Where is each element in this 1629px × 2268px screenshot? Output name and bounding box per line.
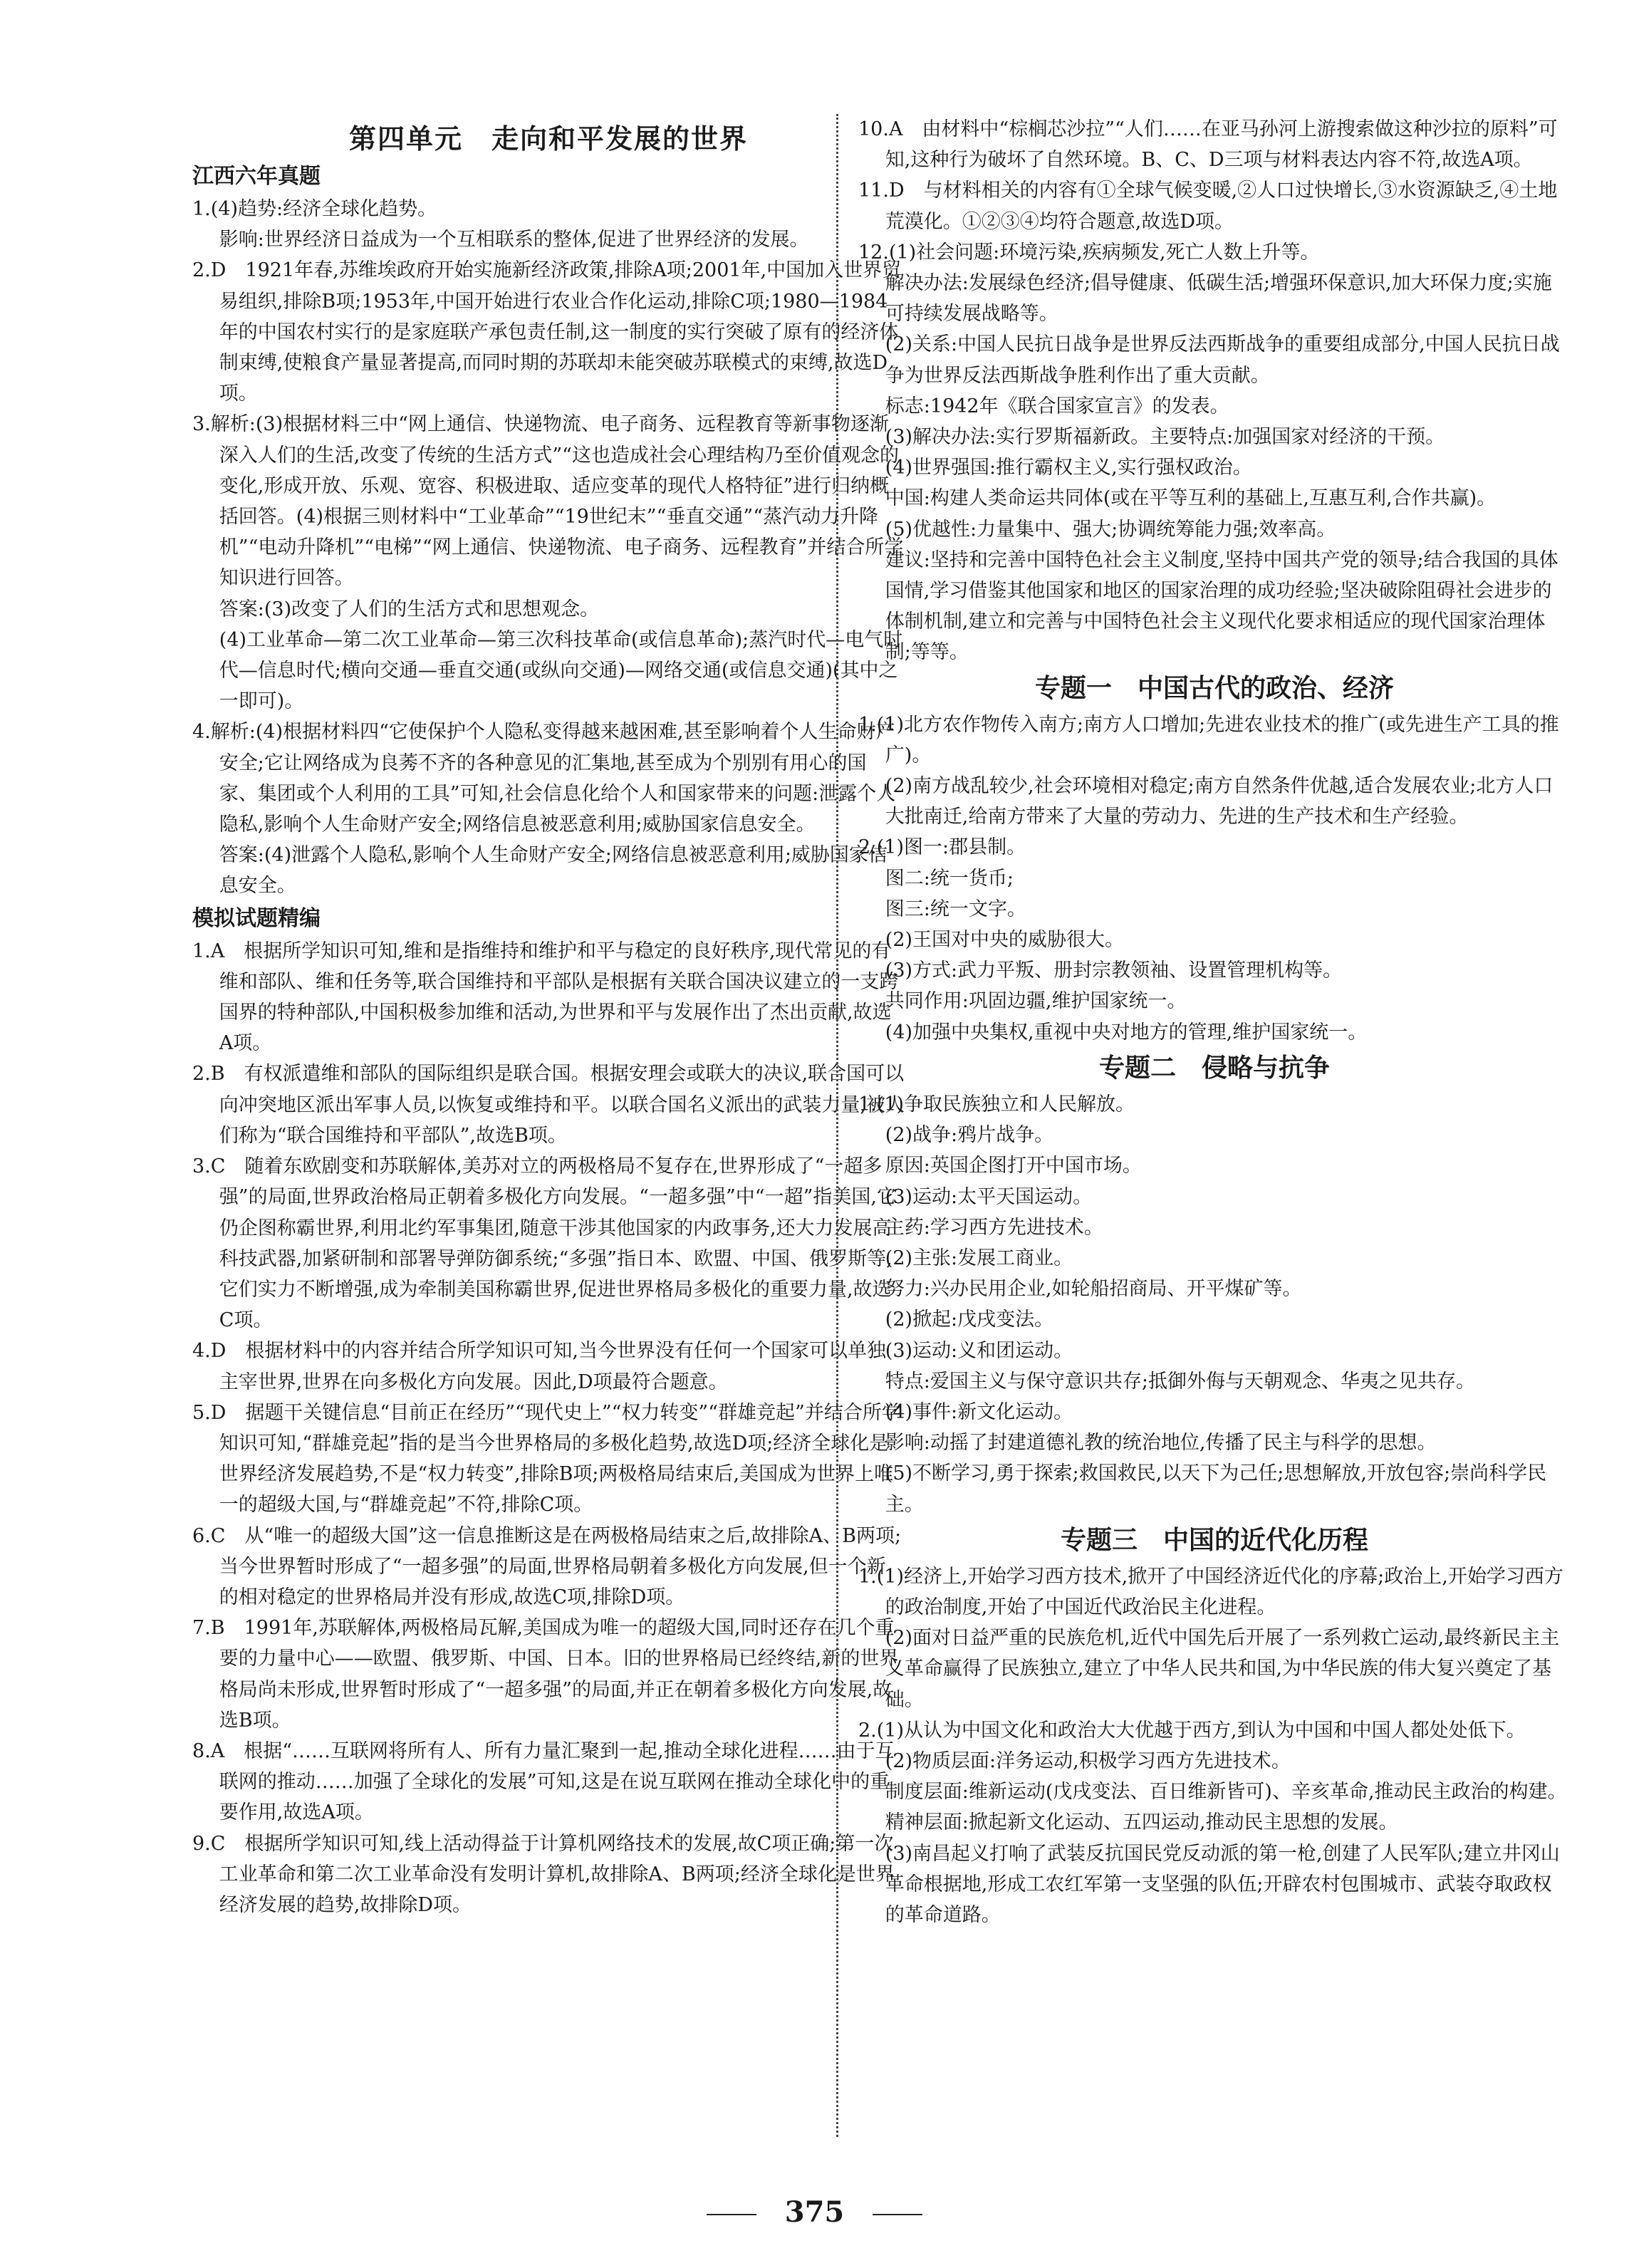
- answer-subline: 答案:(3)改变了人们的生活方式和思想观念。: [219, 598, 600, 620]
- answer-subline: (5)不断学习,勇于探索;救国救民,以天下为己任;思想解放,开放包容;崇尚科学民主。: [885, 1462, 1547, 1516]
- answer-item: 2.(1)图一:郡县制。: [858, 836, 1026, 859]
- answer-item: 8.A 根据“……互联网将所有人、所有力量汇聚到一起,推动全球化进程……由于互联网的推动……加强了全球化的发展”可知,这是在说互联网在推动全球化中的重要作用,故选A项。: [192, 1739, 895, 1824]
- answer-subline: 标志:1942年《联合国家宣言》的发表。: [885, 395, 1229, 417]
- answer-item: 2.(1)从认为中国文化和政治大大优越于西方,到认为中国和中国人都处处低下。: [858, 1719, 1526, 1742]
- answer-item: 1.A 根据所学知识可知,维和是指维持和维护和平与稳定的良好秩序,现代常见的有维和部队、维和任务等,联合国维持和平部队是根据有关联合国决议建立的一支跨国界的特种部队,中国积极参加维和活动,为世界和平与发展作出了杰出贡献,故选A项。: [192, 940, 899, 1055]
- left-column: [192, 114, 905, 1920]
- answer-subline: 主药:学习西方先进技术。: [885, 1216, 1103, 1239]
- answer-item: 2.B 有权派遣维和部队的国际组织是联合国。根据安理会或联大的决议,联合国可以向冲突地区派出军事人员,以恢复或维持和平。以联合国名义派出的武装力量,被人们称为“联合国维持和平部队”,故选B项。: [192, 1063, 905, 1147]
- answer-subline: (3)解决办法:实行罗斯福新政。主要特点:加强国家对经济的干预。: [885, 426, 1445, 449]
- answer-item: 10.A 由材料中“棕榈芯沙拉”“人们……在亚马孙河上游搜索做这种沙拉的原料”可知,这种行为破坏了自然环境。B、C、D三项与材料表达内容不符,故选A项。: [858, 118, 1558, 172]
- answer-subline: (4)世界强国:推行霸权主义,实行强权政治。: [885, 457, 1252, 479]
- answer-subline: (3)运动:太平天国运动。: [885, 1185, 1093, 1208]
- answer-item: 2.D 1921年春,苏维埃政府开始实施新经济政策,排除A项;2001年,中国加入世界贸易组织,排除B项;1953年,中国开始进行农业合作化运动,排除C项;1980—1984年的中国农村实行的是家庭联产承包责任制,这一制度的实行突破了原有的经济体制束缚,使粮食产量显著提高,而同时期的苏联却未能突破苏联模式的束缚,故选D项。: [192, 259, 902, 405]
- answer-item: 4.解析:(4)根据材料四“它使保护个人隐私变得越来越困难,甚至影响着个人生命财产安全;它让网络成为良莠不齐的各种意见的汇集地,甚至成为个别别有用心的国家、集团或个人利用的工具”可知,社会信息化给个人和国家带来的问题:泄露个人隐私,影响个人生命财产安全;网络信息被恶意利用;威胁国家信息安全。: [192, 721, 896, 836]
- answer-item: 1.(4)趋势:经济全球化趋势。: [192, 198, 437, 220]
- answer-item: 1.(1)争取民族独立和人民解放。: [858, 1093, 1135, 1115]
- answer-subline: (3)南昌起义打响了武装反抗国民党反动派的第一枪,创建了人民军队;建立井冈山革命根据地,形成工农红军第一支坚强的队伍;开辟农村包围城市、武装夺取政权的革命道路。: [885, 1842, 1560, 1926]
- page-number: 375: [784, 2195, 845, 2229]
- answer-subline: 共同作用:巩固边疆,维护国家统一。: [885, 990, 1187, 1013]
- answer-item: 1.(1)北方农作物传入南方;南方人口增加;先进农业技术的推广(或先进生产工具的推广)。: [858, 713, 1559, 766]
- footer-dash-right: [873, 2214, 922, 2215]
- answer-item: 5.D 据题干关键信息“目前正在经历”“现代史上”“权力转变”“群雄竞起”并结合所学知识可知,“群雄竞起”指的是当今世界格局的多极化趋势,故选D项;经济全球化是世界经济发展趋势,不是“权力转变”,排除B项;两极格局结束后,美国成为世界上唯一的超级大国,与“群雄竞起”不符,排除C项。: [192, 1401, 901, 1517]
- answer-subline: (2)战争:鸦片战争。: [885, 1124, 1054, 1147]
- answer-subline: 努力:兴办民用企业,如轮船招商局、开平煤矿等。: [885, 1278, 1302, 1301]
- answer-subline: (4)加强中央集权,重视中央对地方的管理,维护国家统一。: [885, 1021, 1368, 1044]
- unit-title: 第四单元 走向和平发展的世界: [348, 123, 748, 155]
- answer-item: 9.C 根据所学知识可知,线上活动得益于计算机网络技术的发展,故C项正确;第一次工业革命和第二次工业革命没有发明计算机,故排除A、B两项;经济全球化是世界经济发展的趋势,故排除D项。: [192, 1832, 895, 1916]
- answer-subline: (2)南方战乱较少,社会环境相对稳定;南方自然条件优越,适合发展农业;北方人口大批南迁,给南方带来了大量的劳动力、先进的生产技术和生产经验。: [885, 775, 1553, 828]
- footer-dash-left: [707, 2214, 756, 2215]
- answer-subline: 制度层面:维新运动(戊戌变法、百日维新皆可)、辛亥革命,推动民主政治的构建。: [885, 1781, 1567, 1804]
- answer-subline: 图三:统一文字。: [885, 898, 1026, 920]
- answer-subline: 图二:统一货币;: [885, 867, 1014, 890]
- answer-subline: 答案:(4)泄露个人隐私,影响个人生命财产安全;网络信息被恶意利用;威胁国家信息安全。: [219, 844, 888, 898]
- answer-subline: 影响:世界经济日益成为一个互相联系的整体,促进了世界经济的发展。: [219, 229, 809, 251]
- topic-title: 专题一 中国古代的政治、经济: [1034, 673, 1394, 703]
- answer-subline: 原因:英国企图打开中国市场。: [885, 1155, 1142, 1177]
- answer-subline: (5)优越性:力量集中、强大;协调统筹能力强;效率高。: [885, 518, 1336, 541]
- answer-subline: 中国:构建人类命运共同体(或在平等互利的基础上,互惠互利,合作共赢)。: [885, 487, 1497, 510]
- answer-item: 7.B 1991年,苏联解体,两极格局瓦解,美国成为唯一的超级大国,同时还存在几个重要的力量中心——欧盟、俄罗斯、中国、日本。旧的世界格局已经终结,新的世界格局尚未形成,世界暂时形成了“一超多强”的局面,并正在朝着多极化方向发展,故选B项。: [192, 1617, 899, 1732]
- answer-item: 3.解析:(3)根据材料三中“网上通信、快递物流、电子商务、远程教育等新事物逐渐深入人们的生活,改变了传统的生活方式”“这也造成社会心理结构乃至价值观念的变化,形成开放、乐观、宽容、积极进取、适应变革的现代人格特征”进行归纳概括回答。(4)根据三则材料中“工业革命”“19世纪末”“垂直交通”“蒸汽动力升降机”“电动升降机”“电梯”“网上通信、快递物流、电子商务、远程教育”并结合所学知识进行回答。: [192, 413, 904, 590]
- answer-subline: (2)王国对中央的威胁很大。: [885, 929, 1125, 952]
- answer-subline: (4)工业革命—第二次工业革命—第三次科技革命(或信息革命);蒸汽时代—电气时代—信息时代;横向交通—垂直交通(或纵向交通)—网络交通(或信息交通)(其中之一即可)。: [219, 628, 903, 713]
- answer-item: 1.(1)经济上,开始学习西方技术,掀开了中国经济近代化的序幕;政治上,开始学习西方的政治制度,开始了中国近代政治民主化进程。: [858, 1565, 1563, 1618]
- answer-subline: (4)事件:新文化运动。: [885, 1400, 1073, 1423]
- topic-title: 专题二 侵略与抗争: [1098, 1053, 1330, 1083]
- answer-item: 6.C 从“唯一的超级大国”这一信息推断这是在两极格局结束之后,故排除A、B两项;当今世界暂时形成了“一超多强”的局面,世界格局朝着多极化方向发展,但一个新的相对稳定的世界格局并没有形成,故选C项,排除D项。: [192, 1524, 902, 1608]
- answer-subline: (2)掀起:戊戌变法。: [885, 1309, 1054, 1331]
- right-column: [858, 114, 1571, 1930]
- answer-item: 11.D 与材料相关的内容有①全球气候变暖,②人口过快增长,③水资源缺乏,④土地荒漠化。①②③④均符合题意,故选D项。: [858, 180, 1558, 233]
- answer-item: 4.D 根据材料中的内容并结合所学知识可知,当今世界没有任何一个国家可以单独主宰世界,世界在向多极化方向发展。因此,D项最符合题意。: [192, 1340, 886, 1393]
- answer-item: 3.C 随着东欧剧变和苏联解体,美苏对立的两极格局不复存在,世界形成了“一超多强”的局面,世界政治格局正朝着多极化方向发展。“一超多强”中“一超”指美国,它仍企图称霸世界,利用北约军事集团,随意干涉其他国家的内政事务,还大力发展高科技武器,加紧研制和部署导弹防御系统;“多强”指日本、欧盟、中国、俄罗斯等,它们实力不断增强,成为牵制美国称霸世界,促进世界格局多极化的重要力量,故选C项。: [192, 1155, 896, 1332]
- answer-subline: (3)运动:义和团运动。: [885, 1339, 1073, 1362]
- answer-subline: (2)主张:发展工商业。: [885, 1247, 1073, 1269]
- answer-subline: (2)面对日益严重的民族危机,近代中国先后开展了一系列救亡运动,最终新民主主义革命赢得了民族独立,建立了中华人民共和国,为中华民族的伟大复兴奠定了基础。: [885, 1627, 1560, 1711]
- topic-title: 专题三 中国的近代化历程: [1060, 1525, 1368, 1555]
- answer-subline: 特点:爱国主义与保守意识共存;抵御外侮与天朝观念、华夷之见共存。: [885, 1370, 1475, 1393]
- section-title: 模拟试题精编: [192, 905, 321, 931]
- answer-subline: 建议:坚持和完善中国特色社会主义制度,坚持中国共产党的领导;结合我国的具体国情,学习借鉴其他国家和地区的国家治理的成功经验;坚决破除阻碍社会进步的体制机制,建立和完善与中国特色社会主义现代化要求相适应的现代国家治理体制;等等。: [885, 548, 1558, 664]
- answer-subline: 影响:动摇了封建道德礼教的统治地位,传播了民主与科学的思想。: [885, 1432, 1437, 1455]
- section-title: 江西六年真题: [192, 164, 321, 189]
- column-divider: [836, 114, 838, 2137]
- answer-subline: (2)关系:中国人民抗日战争是世界反法西斯战争的重要组成部分,中国人民抗日战争为世界反法西斯战争胜利作出了重大贡献。: [885, 333, 1560, 387]
- answer-item: 12.(1)社会问题:环境污染,疾病频发,死亡人数上升等。: [858, 241, 1320, 264]
- answer-subline: 精神层面:掀起新文化运动、五四运动,推动民主思想的发展。: [885, 1811, 1398, 1834]
- page-footer: [0, 2195, 1629, 2229]
- answer-subline: (3)方式:武力平叛、册封宗教领袖、设置管理机构等。: [885, 959, 1343, 982]
- answer-subline: 解决办法:发展绿色经济;倡导健康、低碳生活;增强环保意识,加大环保力度;实施可持续发展战略等。: [885, 272, 1552, 326]
- answer-subline: (2)物质层面:洋务运动,积极学习西方先进技术。: [885, 1749, 1291, 1772]
